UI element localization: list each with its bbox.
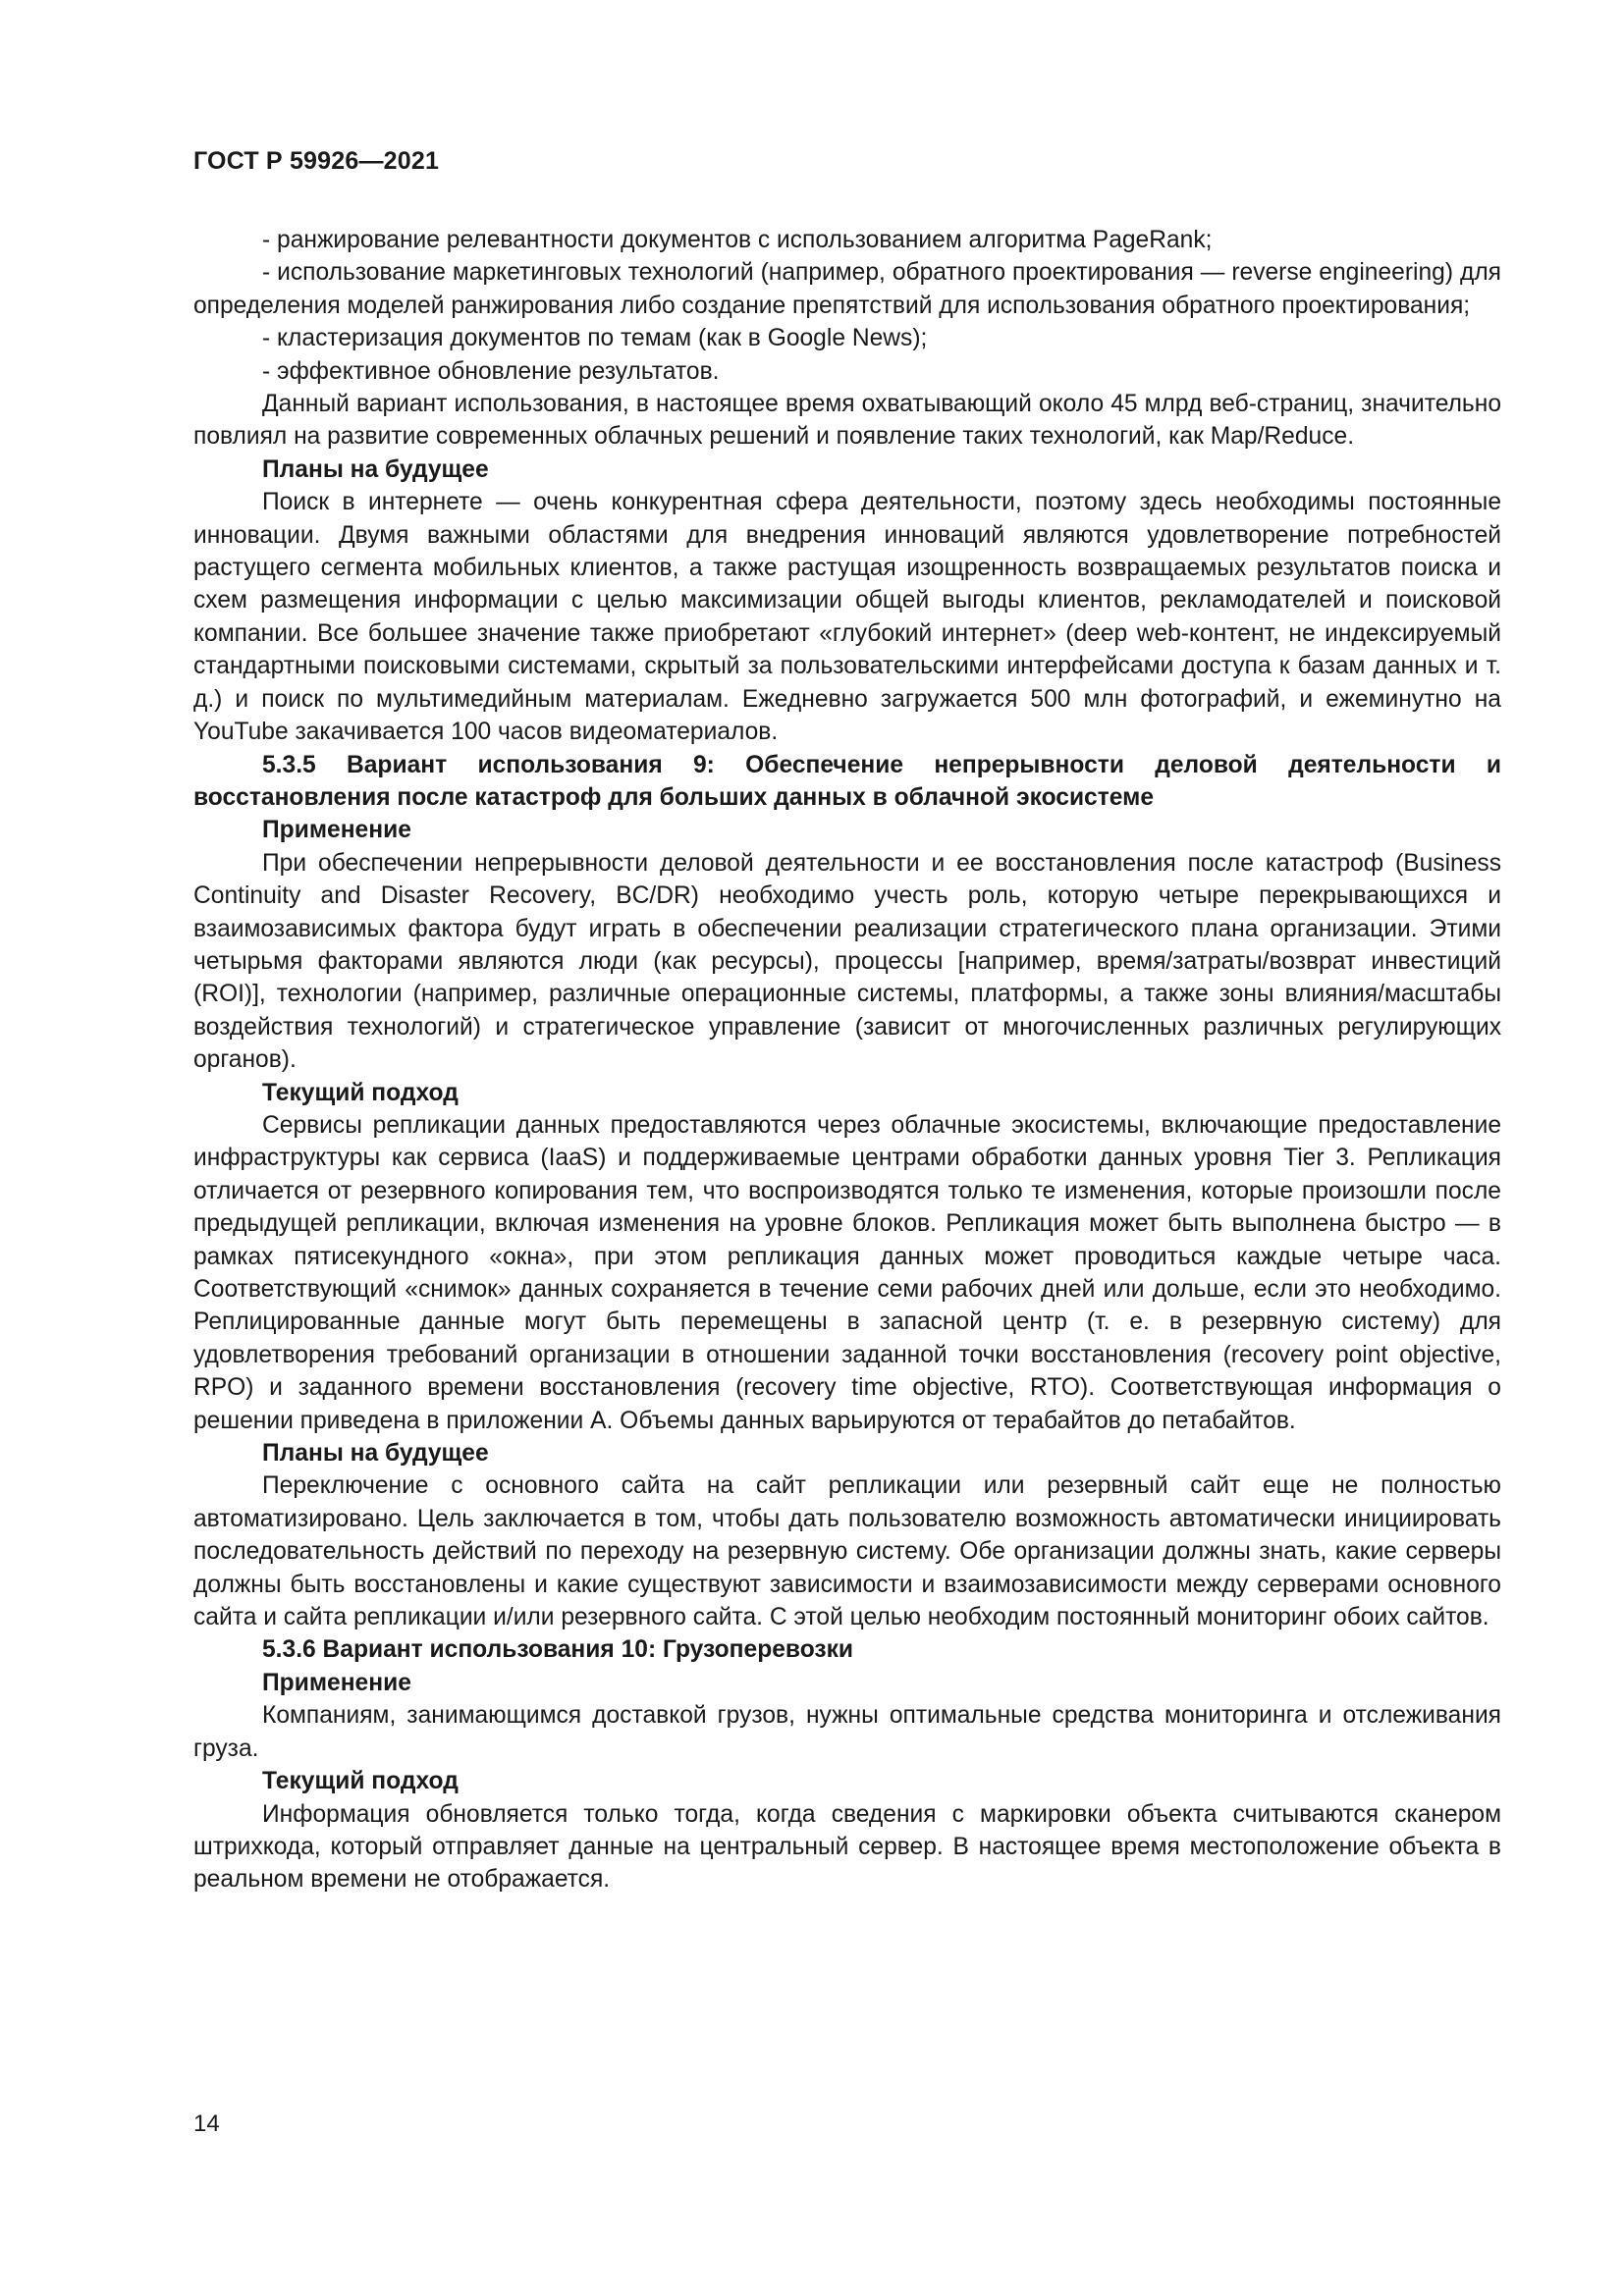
subheading-application: Применение <box>262 817 411 844</box>
section-heading-5-3-5: 5.3.5 Вариант использования 9: Обеспечение непрерывности деловой деятельности и восстановления после катастроф для больших данных в облачной экосистеме <box>193 751 1501 811</box>
subheading-current-approach: Текущий подход <box>262 1768 459 1795</box>
section-heading-5-3-6: 5.3.6 Вариант использования 10: Грузоперевозки <box>262 1636 854 1664</box>
list-item: - использование маркетинговых технологий (например, обратного проектирования — reverse engineering) для определения моделей ранжирования либо создание препятствий для использования обратного проектирования; <box>193 259 1501 319</box>
body-paragraph: При обеспечении непрерывности деловой деятельности и ее восстановления после катастроф (Business Continuity and Disaster Recovery, BC/DR) необходимо учесть роль, которую четыре перекрывающихся и взаимозависимых фактора будут играть в обеспечении реализации стратегического плана организации. Этими четырьмя факторами являются люди (как ресурсы), процессы [например, время/затраты/возврат инвестиций (ROI)], технологии (например, различные операционные системы, платформы, а также зоны влияния/масштабы воздействия технологий) и стратегическое управление (зависит от многочисленных различных регулирующих органов). <box>193 849 1501 1074</box>
page-number: 14 <box>193 2110 220 2137</box>
standard-header: ГОСТ Р 59926—2021 <box>193 147 440 175</box>
list-item: - кластеризация документов по темам (как в Google News); <box>262 325 928 352</box>
subheading-future-plans: Планы на будущее <box>262 1440 489 1468</box>
body-paragraph: Сервисы репликации данных предоставляются через облачные экосистемы, включающие предоставление инфраструктуры как сервиса (IaaS) и поддерживаемые центрами обработки данных уровня Tier 3. Репликация отличается от резервного копирования тем, что воспроизводятся только те изменения, которые произошли после предыдущей репликации, включая изменения на уровне блоков. Репликация может быть выполнена быстро — в рамках пятисекундного «окна», при этом репликация данных может проводиться каждые четыре часа. Соответствующий «снимок» данных сохраняется в течение семи рабочих дней или дольше, если это необходимо. Реплицированные данные могут быть перемещены в запасной центр (т. е. в резервную систему) для удовлетворения требований организации в отношении заданной точки восстановления (recovery point objective, RPO) и заданного времени восстановления (recovery time objective, RTO). Соответствующая информация о решении приведена в приложении А. Объемы данных варьируются от терабайтов до петабайтов. <box>193 1111 1501 1434</box>
list-item: - эффективное обновление результатов. <box>262 357 720 385</box>
body-paragraph: Данный вариант использования, в настоящее время охватывающий около 45 млрд веб-страниц, значительно повлиял на развитие современных облачных решений и появление таких технологий, как Map/Reduce. <box>193 391 1501 451</box>
subheading-future-plans: Планы на будущее <box>262 455 489 483</box>
subheading-application: Применение <box>262 1669 411 1696</box>
body-paragraph: Информация обновляется только тогда, когда сведения с маркировки объекта считываются сканером штрихкода, который отправляет данные на центральный сервер. В настоящее время местоположение объекта в реальном времени не отображается. <box>193 1800 1501 1894</box>
list-item: - ранжирование релевантности документов с использованием алгоритма PageRank; <box>262 227 1213 253</box>
body-paragraph: Поиск в интернете — очень конкурентная сфера деятельности, поэтому здесь необходимы постоянные инновации. Двумя важными областями для внедрения инноваций являются удовлетворение потребностей растущего сегмента мобильных клиентов, а также растущая изощренность возвращаемых результатов поиска и схем размещения информации с целью максимизации общей выгоды клиентов, рекламодателей и поисковой компании. Все большее значение также приобретают «глубокий интернет» (deep web-контент, не индексируемый стандартными поисковыми системами, скрытый за пользовательскими интерфейсами доступа к базам данных и т. д.) и поиск по мультимедийным материалам. Ежедневно загружается 500 млн фотографий, и ежеминутно на YouTube закачивается 100 часов видеоматериалов. <box>193 489 1501 746</box>
body-paragraph: Переключение с основного сайта на сайт репликации или резервный сайт еще не полностью автоматизировано. Цель заключается в том, чтобы дать пользователю возможность автоматически инициировать последовательность действий по переходу на резервную систему. Обе организации должны знать, какие серверы должны быть восстановлены и какие существуют зависимости и взаимозависимости между серверами основного сайта и сайта репликации и/или резервного сайта. С этой целью необходим постоянный мониторинг обоих сайтов. <box>193 1472 1501 1631</box>
page-content <box>193 224 1501 1896</box>
subheading-current-approach: Текущий подход <box>262 1079 459 1106</box>
body-paragraph: Компаниям, занимающимся доставкой грузов, нужны оптимальные средства мониторинга и отслеживания груза. <box>193 1702 1501 1762</box>
